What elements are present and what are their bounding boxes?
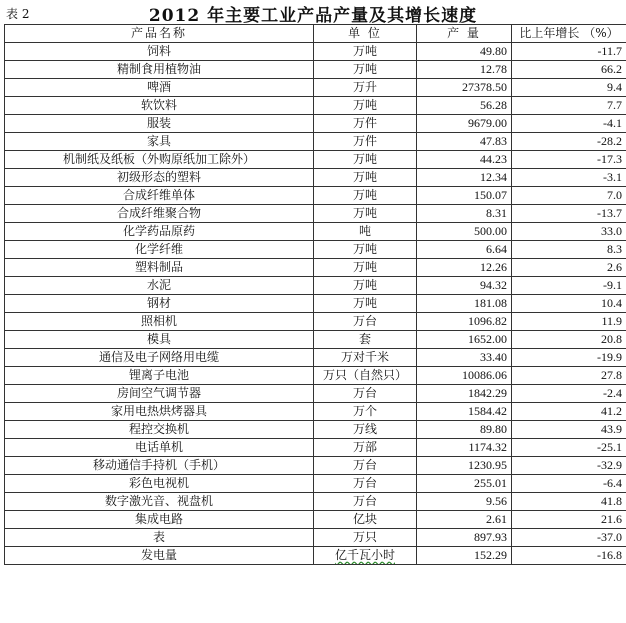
growth-cell: -28.2 (512, 133, 626, 151)
table-row (5, 97, 626, 115)
table-row (5, 61, 626, 79)
production-table (4, 24, 626, 565)
production-cell: 255.01 (417, 475, 512, 493)
product-name-cell: 照相机 (5, 313, 314, 331)
table-row (5, 529, 626, 547)
unit-cell: 万个 (314, 403, 417, 421)
unit-cell: 万只（自然只） (314, 367, 417, 385)
unit-cell: 万台 (314, 493, 417, 511)
product-name-cell: 表 (5, 529, 314, 547)
unit-cell: 万吨 (314, 43, 417, 61)
production-cell: 2.61 (417, 511, 512, 529)
production-cell: 897.93 (417, 529, 512, 547)
growth-cell: 10.4 (512, 295, 626, 313)
unit-cell: 万吨 (314, 205, 417, 223)
product-name-cell: 钢材 (5, 295, 314, 313)
unit-cell: 万台 (314, 457, 417, 475)
growth-cell: -9.1 (512, 277, 626, 295)
table-row (5, 151, 626, 169)
growth-cell: 66.2 (512, 61, 626, 79)
product-name-cell: 服装 (5, 115, 314, 133)
unit-cell: 万线 (314, 421, 417, 439)
table-row (5, 493, 626, 511)
table-row (5, 457, 626, 475)
growth-cell: 33.0 (512, 223, 626, 241)
production-cell: 8.31 (417, 205, 512, 223)
product-name-cell: 化学纤维 (5, 241, 314, 259)
product-name-cell: 饲料 (5, 43, 314, 61)
production-cell: 49.80 (417, 43, 512, 61)
table-row (5, 205, 626, 223)
growth-cell: 2.6 (512, 259, 626, 277)
growth-cell: 7.7 (512, 97, 626, 115)
table-row (5, 439, 626, 457)
production-cell: 1096.82 (417, 313, 512, 331)
unit-cell: 万吨 (314, 97, 417, 115)
product-name-cell: 啤酒 (5, 79, 314, 97)
product-name-cell: 化学药品原药 (5, 223, 314, 241)
table-row (5, 79, 626, 97)
table-number-label: 表 2 (6, 7, 30, 21)
production-cell: 10086.06 (417, 367, 512, 385)
production-cell: 1230.95 (417, 457, 512, 475)
growth-cell: 8.3 (512, 241, 626, 259)
production-cell: 33.40 (417, 349, 512, 367)
production-cell: 181.08 (417, 295, 512, 313)
table-row (5, 349, 626, 367)
growth-cell: 21.6 (512, 511, 626, 529)
growth-cell: 9.4 (512, 79, 626, 97)
growth-cell: 7.0 (512, 187, 626, 205)
table-title: 2012 年主要工业产品产量及其增长速度 (148, 6, 478, 26)
table-row (5, 277, 626, 295)
production-cell: 150.07 (417, 187, 512, 205)
growth-cell: -19.9 (512, 349, 626, 367)
table-row (5, 115, 626, 133)
table-row (5, 223, 626, 241)
product-name-cell: 移动通信手持机（手机） (5, 457, 314, 475)
production-cell: 44.23 (417, 151, 512, 169)
table-row (5, 367, 626, 385)
unit-cell: 万吨 (314, 277, 417, 295)
production-cell: 27378.50 (417, 79, 512, 97)
growth-cell: -16.8 (512, 547, 626, 565)
growth-cell: -17.3 (512, 151, 626, 169)
product-name-cell: 通信及电子网络用电缆 (5, 349, 314, 367)
unit-cell: 万吨 (314, 295, 417, 313)
production-cell: 47.83 (417, 133, 512, 151)
product-name-cell: 家用电热烘烤器具 (5, 403, 314, 421)
growth-cell: -2.4 (512, 385, 626, 403)
table-row (5, 511, 626, 529)
production-cell: 1174.32 (417, 439, 512, 457)
table-row (5, 241, 626, 259)
unit-cell: 万只 (314, 529, 417, 547)
production-cell: 1842.29 (417, 385, 512, 403)
table-row (5, 385, 626, 403)
production-cell: 9679.00 (417, 115, 512, 133)
table-row (5, 313, 626, 331)
growth-cell: 41.2 (512, 403, 626, 421)
table-row (5, 259, 626, 277)
table-row (5, 421, 626, 439)
table-body (5, 43, 626, 565)
unit-cell: 亿千瓦小时 (314, 547, 417, 565)
growth-cell: -3.1 (512, 169, 626, 187)
growth-cell: -37.0 (512, 529, 626, 547)
product-name-cell: 模具 (5, 331, 314, 349)
product-name-cell: 锂离子电池 (5, 367, 314, 385)
production-cell: 1652.00 (417, 331, 512, 349)
growth-cell: -13.7 (512, 205, 626, 223)
table-row (5, 403, 626, 421)
production-cell: 12.78 (417, 61, 512, 79)
unit-cell: 万台 (314, 385, 417, 403)
unit-cell: 万吨 (314, 241, 417, 259)
product-name-cell: 塑料制品 (5, 259, 314, 277)
product-name-cell: 发电量 (5, 547, 314, 565)
product-name-cell: 程控交换机 (5, 421, 314, 439)
growth-cell: 41.8 (512, 493, 626, 511)
unit-cell: 万对千米 (314, 349, 417, 367)
growth-cell: 20.8 (512, 331, 626, 349)
growth-cell: 11.9 (512, 313, 626, 331)
table-row (5, 331, 626, 349)
table-row (5, 547, 626, 565)
unit-cell: 亿块 (314, 511, 417, 529)
product-name-cell: 水泥 (5, 277, 314, 295)
unit-cell: 万台 (314, 313, 417, 331)
production-cell: 6.64 (417, 241, 512, 259)
product-name-cell: 集成电路 (5, 511, 314, 529)
unit-cell: 万吨 (314, 169, 417, 187)
column-header-production: 产 量 (417, 25, 512, 43)
product-name-cell: 房间空气调节器 (5, 385, 314, 403)
production-cell: 12.26 (417, 259, 512, 277)
product-name-cell: 数字激光音、视盘机 (5, 493, 314, 511)
production-cell: 500.00 (417, 223, 512, 241)
unit-cell: 万件 (314, 115, 417, 133)
product-name-cell: 彩色电视机 (5, 475, 314, 493)
table-header (0, 0, 626, 25)
unit-cell: 万吨 (314, 259, 417, 277)
growth-cell: -4.1 (512, 115, 626, 133)
unit-cell: 万升 (314, 79, 417, 97)
growth-cell: 27.8 (512, 367, 626, 385)
production-cell: 94.32 (417, 277, 512, 295)
growth-cell: -11.7 (512, 43, 626, 61)
production-cell: 56.28 (417, 97, 512, 115)
growth-cell: 43.9 (512, 421, 626, 439)
production-cell: 89.80 (417, 421, 512, 439)
unit-cell: 万吨 (314, 187, 417, 205)
product-name-cell: 家具 (5, 133, 314, 151)
production-cell: 12.34 (417, 169, 512, 187)
product-name-cell: 合成纤维聚合物 (5, 205, 314, 223)
production-cell: 9.56 (417, 493, 512, 511)
unit-cell: 吨 (314, 223, 417, 241)
table-row (5, 169, 626, 187)
production-cell: 1584.42 (417, 403, 512, 421)
column-header-growth: 比上年增长 （%） (512, 25, 626, 43)
product-name-cell: 机制纸及纸板（外购原纸加工除外） (5, 151, 314, 169)
growth-cell: -32.9 (512, 457, 626, 475)
unit-cell: 万台 (314, 475, 417, 493)
product-name-cell: 初级形态的塑料 (5, 169, 314, 187)
table-row (5, 187, 626, 205)
column-header-product-name: 产品名称 (5, 25, 314, 43)
product-name-cell: 电话单机 (5, 439, 314, 457)
production-cell: 152.29 (417, 547, 512, 565)
unit-cell: 万件 (314, 133, 417, 151)
product-name-cell: 精制食用植物油 (5, 61, 314, 79)
table-row (5, 133, 626, 151)
unit-cell: 万部 (314, 439, 417, 457)
growth-cell: -6.4 (512, 475, 626, 493)
column-header-unit: 单 位 (314, 25, 417, 43)
product-name-cell: 软饮料 (5, 97, 314, 115)
table-row (5, 475, 626, 493)
growth-cell: -25.1 (512, 439, 626, 457)
unit-cell: 万吨 (314, 61, 417, 79)
unit-cell: 万吨 (314, 151, 417, 169)
table-row (5, 295, 626, 313)
product-name-cell: 合成纤维单体 (5, 187, 314, 205)
column-header-row (5, 25, 626, 43)
unit-cell: 套 (314, 331, 417, 349)
table-row (5, 43, 626, 61)
